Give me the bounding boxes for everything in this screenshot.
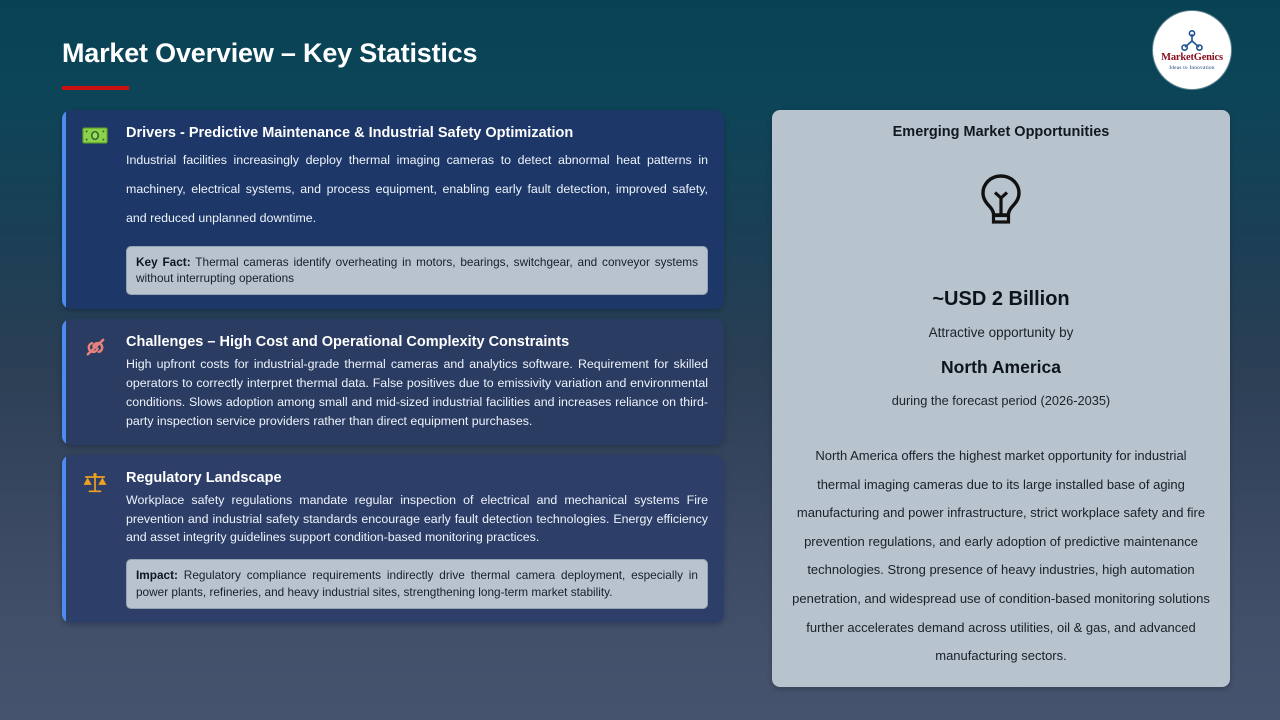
key-fact-label: Key Fact: [136, 254, 191, 269]
card-title: Drivers - Predictive Maintenance & Industrial Safety Optimization [126, 125, 574, 141]
impact-box [126, 559, 708, 609]
panel-title: Emerging Market Opportunities [892, 124, 1110, 140]
title-underline-rule [62, 86, 129, 90]
network-nodes-icon [1179, 30, 1205, 52]
brand-logo [1153, 11, 1231, 89]
card-regulatory-landscape[interactable] [62, 455, 724, 623]
impact-text: Regulatory compliance requirements indirectly drive thermal camera deployment, especially in power plants, refineries, and heavy industrial sites, strengthening long-term market stability. [136, 568, 698, 599]
logo-tagline: Ideas to Innovation [1169, 64, 1215, 71]
emerging-market-opportunities-panel [772, 110, 1230, 687]
opportunity-description: North America offers the highest market opportunity for industrial thermal imaging cameras due to its large installed base of aging manufacturing and power infrastructure, strict workplace safety and fire prevention regulations, and early adoption of predictive maintenance technologies. Strong presence of heavy industries, high automation penetration, and widespread use of condition-based monitoring solutions further accelerates demand across utilities, oil & gas, and advanced manufacturing sectors. [792, 448, 1210, 664]
card-text: Industrial facilities increasingly deploy thermal imaging cameras to detect abnormal heat patterns in machinery, electrical systems, and process equipment, enabling early fault detection, improved safety, and reduced unplanned downtime. [126, 153, 708, 226]
broken-link-icon [82, 333, 126, 360]
card-drivers[interactable] [62, 110, 724, 309]
key-fact-box [126, 246, 708, 296]
page-title: Market Overview – Key Statistics [62, 38, 478, 68]
key-fact-text: Thermal cameras identify overheating in motors, bearings, switchgear, and conveyor systems without interrupting operations [136, 254, 698, 286]
logo-name: MarketGenics [1161, 51, 1223, 63]
card-title: Challenges – High Cost and Operational Complexity Constraints [126, 334, 570, 351]
card-title: Regulatory Landscape [126, 469, 282, 486]
card-text: Workplace safety regulations mandate regular inspection of electrical and mechanical systems Fire prevention and industrial safety standards encourage early fault detection technologies. Energy efficiency and asset integrity guidelines support condition-based monitoring practices. [126, 492, 708, 545]
impact-label: Impact: [136, 568, 178, 583]
key-statistics-column [62, 110, 724, 633]
lightbulb-icon [973, 172, 1029, 232]
opportunity-period: during the forecast period (2026-2035) [891, 393, 1111, 408]
opportunity-region: North America [941, 357, 1061, 377]
card-text: High upfront costs for industrial-grade thermal cameras and analytics software. Requirement for skilled operators to correctly interpret thermal data. False positives due to emissivity variation and environmental conditions. Slows adoption among small and mid-sized industrial facilities and increases reliance on third-party inspection service providers rather than direct equipment purchases. [126, 357, 708, 428]
money-banknote-icon [82, 124, 126, 145]
balance-scale-icon [82, 469, 126, 495]
card-challenges[interactable] [62, 319, 724, 445]
opportunity-value: ~USD 2 Billion [932, 288, 1070, 310]
opportunity-subtitle: Attractive opportunity by [928, 325, 1074, 340]
